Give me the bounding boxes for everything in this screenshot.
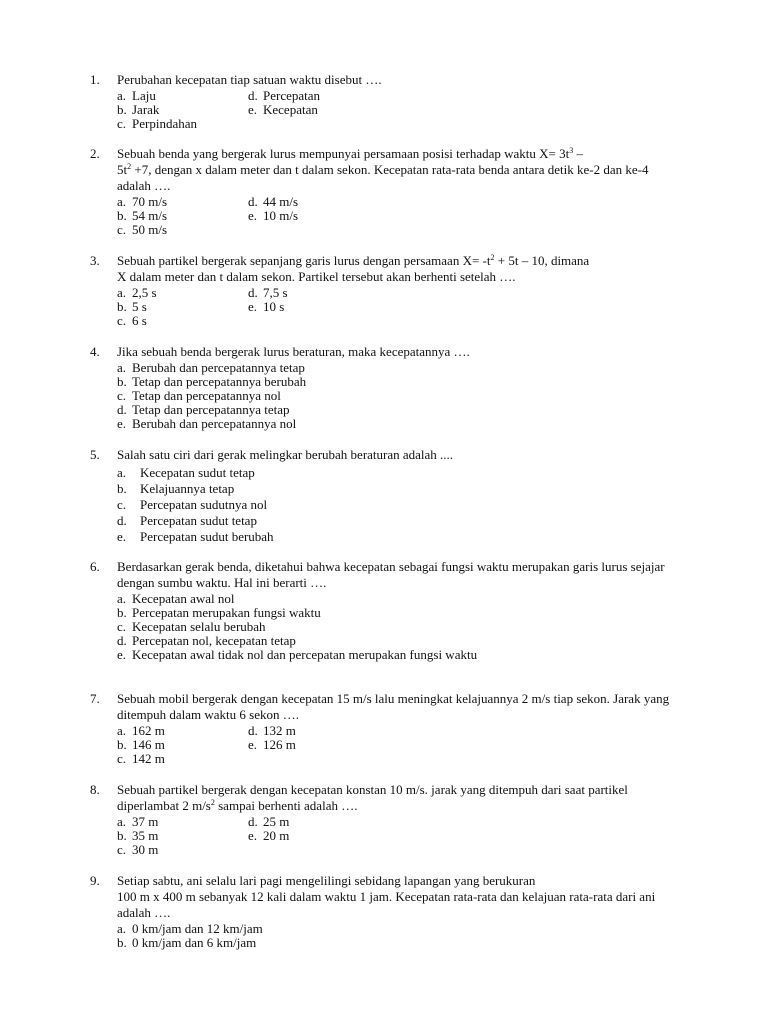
option-a: a. Kecepatan awal nol: [117, 591, 235, 606]
option-e: e. 10 m/s: [248, 208, 299, 223]
question-6: [90, 559, 680, 662]
question-5: [90, 447, 680, 545]
option-c: c. Kecepatan selalu berubah: [117, 619, 266, 634]
option-a: a. Kecepatan sudut tetap: [117, 465, 255, 480]
option-a: a. 0 km/jam dan 12 km/jam: [117, 921, 263, 936]
option-list: [117, 89, 680, 131]
question-stem: Sebuah partikel bergerak dengan kecepatan konstan 10 m/s. jarak yang ditempuh dari saat partikel diperlambat 2 $m/s^2$ sampai berhenti adalah ….: [117, 782, 628, 813]
option-b: b. 54 m/s: [117, 208, 168, 223]
option-b: b. 0 km/jam dan 6 km/jam: [117, 935, 257, 950]
option-b: b. Kelajuannya tetap: [117, 481, 235, 496]
question-number: 9.: [90, 873, 100, 888]
option-b: b. 35 m: [117, 828, 159, 843]
option-list: [117, 724, 680, 766]
question-stem: Jika sebuah benda bergerak lurus beraturan, maka kecepatannya ….: [117, 344, 470, 359]
option-a: a. 37 m: [117, 814, 159, 829]
option-d: d. 25 m: [248, 814, 290, 829]
option-b: b. 5 s: [117, 299, 147, 314]
option-e: e. Kecepatan awal tidak nol dan percepatan merupakan fungsi waktu: [117, 647, 478, 662]
question-stem: Berdasarkan gerak benda, diketahui bahwa kecepatan sebagai fungsi waktu merupakan garis lurus sejajar dengan sumbu waktu. Hal ini berarti ….: [117, 559, 665, 590]
option-list: [117, 361, 680, 431]
question-4: [90, 344, 680, 431]
option-e: e. Percepatan sudut berubah: [117, 529, 274, 544]
option-c: c. 50 m/s: [117, 222, 168, 237]
option-d: d. 44 m/s: [248, 194, 299, 209]
question-number: 6.: [90, 559, 100, 574]
question-2: [90, 146, 680, 237]
option-d: d. Percepatan sudut tetap: [117, 513, 257, 528]
option-a: a. 70 m/s: [117, 194, 168, 209]
option-list: [117, 922, 680, 950]
option-d: d. Percepatan: [248, 88, 321, 103]
question-stem: Sebuah partikel bergerak sepanjang garis lurus dengan persamaan $X= -t^2 + 5t - 10$, dimana X dalam meter dan t dalam sekon. Partikel tersebut akan berhenti setelah ….: [117, 253, 590, 284]
option-c: c. Perpindahan: [117, 116, 197, 131]
question-8: [90, 782, 680, 857]
option-c: c. Percepatan sudutnya nol: [117, 497, 268, 512]
option-e: e. 126 m: [248, 737, 296, 752]
option-a: a. 2,5 s: [117, 285, 157, 300]
question-stem: Salah satu ciri dari gerak melingkar berubah beraturan adalah ....: [117, 447, 454, 462]
option-list: [117, 815, 680, 857]
question-9: [90, 873, 680, 950]
option-a: a. Berubah dan percepatannya tetap: [117, 360, 305, 375]
option-c: c. Tetap dan percepatannya nol: [117, 388, 281, 403]
question-number: 8.: [90, 782, 100, 797]
question-number: 5.: [90, 447, 100, 462]
option-list: [117, 592, 680, 662]
question-number: 4.: [90, 344, 100, 359]
option-b: b. Jarak: [117, 102, 160, 117]
option-list: [117, 286, 680, 328]
question-stem: Sebuah mobil bergerak dengan kecepatan 15 m/s lalu meningkat kelajuannya 2 m/s tiap sekon. Jarak yang ditempuh dalam waktu 6 sekon ….: [117, 691, 670, 722]
option-d: d. Percepatan nol, kecepatan tetap: [117, 633, 296, 648]
option-e: e. 20 m: [248, 828, 290, 843]
question-1: [90, 72, 680, 131]
question-3: [90, 253, 680, 328]
option-a: a. 162 m: [117, 723, 165, 738]
option-e: e. Kecepatan: [248, 102, 318, 117]
option-d: d. 132 m: [248, 723, 296, 738]
option-c: c. 142 m: [117, 751, 165, 766]
option-a: a. Laju: [117, 88, 156, 103]
option-d: d. Tetap dan percepatannya tetap: [117, 402, 290, 417]
question-stem: Setiap sabtu, ani selalu lari pagi mengelilingi sebidang lapangan yang berukuran 100 m x 400 m sebanyak 12 kali dalam waktu 1 jam. Kecepatan rata-rata dan kelajuan rata-rata dari ani adalah ….: [117, 873, 656, 920]
option-d: d. 7,5 s: [248, 285, 288, 300]
question-number: 7.: [90, 691, 100, 706]
option-e: e. Berubah dan percepatannya nol: [117, 416, 297, 431]
question-stem: Sebuah benda yang bergerak lurus mempunyai persamaan posisi terhadap waktu $X= 3t^3$ – $5t^2 +7$, dengan x dalam meter dan t dalam sekon. Kecepatan rata-rata benda antara detik ke-2 dan ke-4 adalah ….: [117, 146, 649, 193]
option-b: b. Percepatan merupakan fungsi waktu: [117, 605, 321, 620]
question-number: 1.: [90, 72, 100, 87]
option-list: [117, 465, 680, 545]
option-b: b. 146 m: [117, 737, 165, 752]
option-c: c. 30 m: [117, 842, 159, 857]
question-number: 2.: [90, 146, 100, 161]
option-list: [117, 195, 680, 237]
option-c: c. 6 s: [117, 313, 147, 328]
question-number: 3.: [90, 253, 100, 268]
question-stem: Perubahan kecepatan tiap satuan waktu disebut ….: [117, 72, 382, 87]
question-7: [90, 691, 680, 766]
option-e: e. 10 s: [248, 299, 285, 314]
option-b: b. Tetap dan percepatannya berubah: [117, 374, 307, 389]
